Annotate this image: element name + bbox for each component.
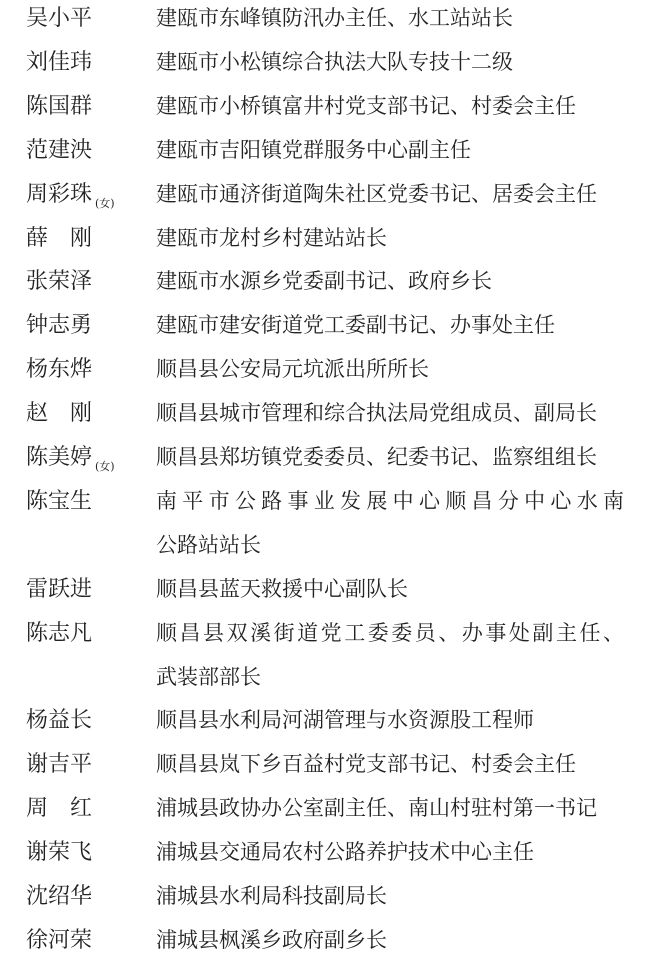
- list-item: [0, 217, 662, 260]
- person-name: [26, 0, 92, 40]
- job-title: 浦城县水利局科技副局长: [156, 884, 387, 908]
- job-title: 顺昌县岚下乡百益村党支部书记、村委会主任: [156, 752, 576, 777]
- person-name-text: 杨东烨: [26, 357, 93, 383]
- job-title: 建瓯市吉阳镇党群服务中心副主任: [156, 137, 471, 162]
- person-name-text: 沈绍华: [26, 884, 93, 909]
- job-title: 建瓯市龙村乡村建站站长: [156, 225, 387, 250]
- job-title: 顺昌县水利局河湖管理与水资源股工程师: [156, 708, 534, 733]
- list-item: [0, 436, 662, 479]
- list-item-continuation: [0, 524, 662, 567]
- job-title: 顺昌县公安局元坑派出所所长: [156, 357, 429, 382]
- person-name: [26, 699, 92, 742]
- person-name-text: 周红: [26, 796, 115, 822]
- person-name-text: 陈国群: [26, 93, 93, 119]
- job-title: 南平市公路事业发展中心顺昌分中心水南: [156, 488, 624, 513]
- person-name-text: 雷跃进: [26, 576, 93, 602]
- person-name-text: 薛刚: [26, 225, 115, 251]
- list-item: [0, 304, 662, 347]
- gender-mark: (女): [95, 196, 115, 210]
- person-name-text: 谢荣飞: [26, 840, 93, 866]
- list-item: [0, 919, 662, 962]
- person-name-text: 范建泱: [26, 137, 93, 163]
- job-title: 顺昌县郑坊镇党委委员、纪委书记、监察组组长: [156, 445, 597, 469]
- job-title: 建瓯市建安街道党工委副书记、办事处主任: [156, 313, 555, 338]
- person-name-text: 赵刚: [26, 401, 115, 427]
- list-item: [0, 129, 662, 172]
- list-item: [0, 831, 662, 874]
- list-item: [0, 787, 662, 830]
- person-name: [26, 217, 114, 260]
- job-title: 浦城县政协办公室副主任、南山村驻村第一书记: [156, 796, 597, 821]
- person-name: [26, 41, 92, 84]
- job-title: 建瓯市小松镇综合执法大队专技十二级: [156, 49, 513, 74]
- list-item: [0, 41, 662, 84]
- list-item: [0, 875, 662, 918]
- person-name-text: 谢吉平: [26, 752, 93, 778]
- person-name-text: 陈宝生: [26, 488, 93, 514]
- person-name: [26, 875, 92, 918]
- person-name-text: 杨益长: [26, 708, 93, 734]
- job-title: 顺昌县城市管理和综合执法局党组成员、副局长: [156, 401, 597, 426]
- job-title-continuation: 武装部部长: [156, 664, 261, 689]
- job-title: 建瓯市通济街道陶朱社区党委书记、居委会主任: [156, 181, 597, 206]
- person-name: [26, 392, 114, 435]
- person-name: [26, 831, 92, 874]
- gender-mark: (女): [95, 460, 115, 473]
- list-item: [0, 173, 662, 216]
- person-name-text: 陈美婷: [26, 445, 93, 470]
- job-title-continuation: 公路站站长: [156, 532, 261, 557]
- list-item: [0, 568, 662, 611]
- person-name-text: 吴小平: [26, 6, 93, 31]
- person-name: [26, 348, 92, 391]
- list-item-continuation: [0, 656, 662, 699]
- person-name: [26, 129, 92, 172]
- job-title: 顺昌县蓝天救援中心副队长: [156, 576, 408, 601]
- person-name: [26, 568, 92, 611]
- list-item: [0, 612, 662, 655]
- person-name-text: 刘佳玮: [26, 49, 93, 75]
- job-title: 顺昌县双溪街道党工委委员、办事处副主任、: [156, 620, 624, 645]
- person-name-text: 钟志勇: [26, 313, 93, 339]
- person-name: [26, 304, 92, 347]
- list-item: [0, 0, 662, 40]
- person-name: [26, 787, 114, 830]
- list-item: [0, 85, 662, 128]
- person-name-text: 周彩珠: [26, 181, 93, 207]
- person-name: [26, 260, 92, 303]
- job-title: 浦城县枫溪乡政府副乡长: [156, 927, 387, 952]
- job-title: 浦城县交通局农村公路养护技术中心主任: [156, 840, 534, 865]
- person-name: [26, 480, 92, 523]
- list-item: [0, 743, 662, 786]
- list-item: [0, 392, 662, 435]
- person-name: [26, 743, 92, 786]
- list-item: [0, 699, 662, 742]
- person-name: [26, 612, 92, 655]
- person-name-text: 徐河荣: [26, 927, 93, 953]
- list-item: [0, 260, 662, 303]
- person-name-text: 张荣泽: [26, 269, 93, 295]
- job-title: 建瓯市东峰镇防汛办主任、水工站站长: [156, 6, 513, 30]
- list-item: [0, 480, 662, 523]
- person-name: [26, 919, 92, 962]
- person-name-text: 陈志凡: [26, 620, 93, 646]
- list-item: [0, 348, 662, 391]
- job-title: 建瓯市小桥镇富井村党支部书记、村委会主任: [156, 93, 576, 118]
- job-title: 建瓯市水源乡党委副书记、政府乡长: [156, 269, 492, 294]
- person-name: [26, 85, 92, 128]
